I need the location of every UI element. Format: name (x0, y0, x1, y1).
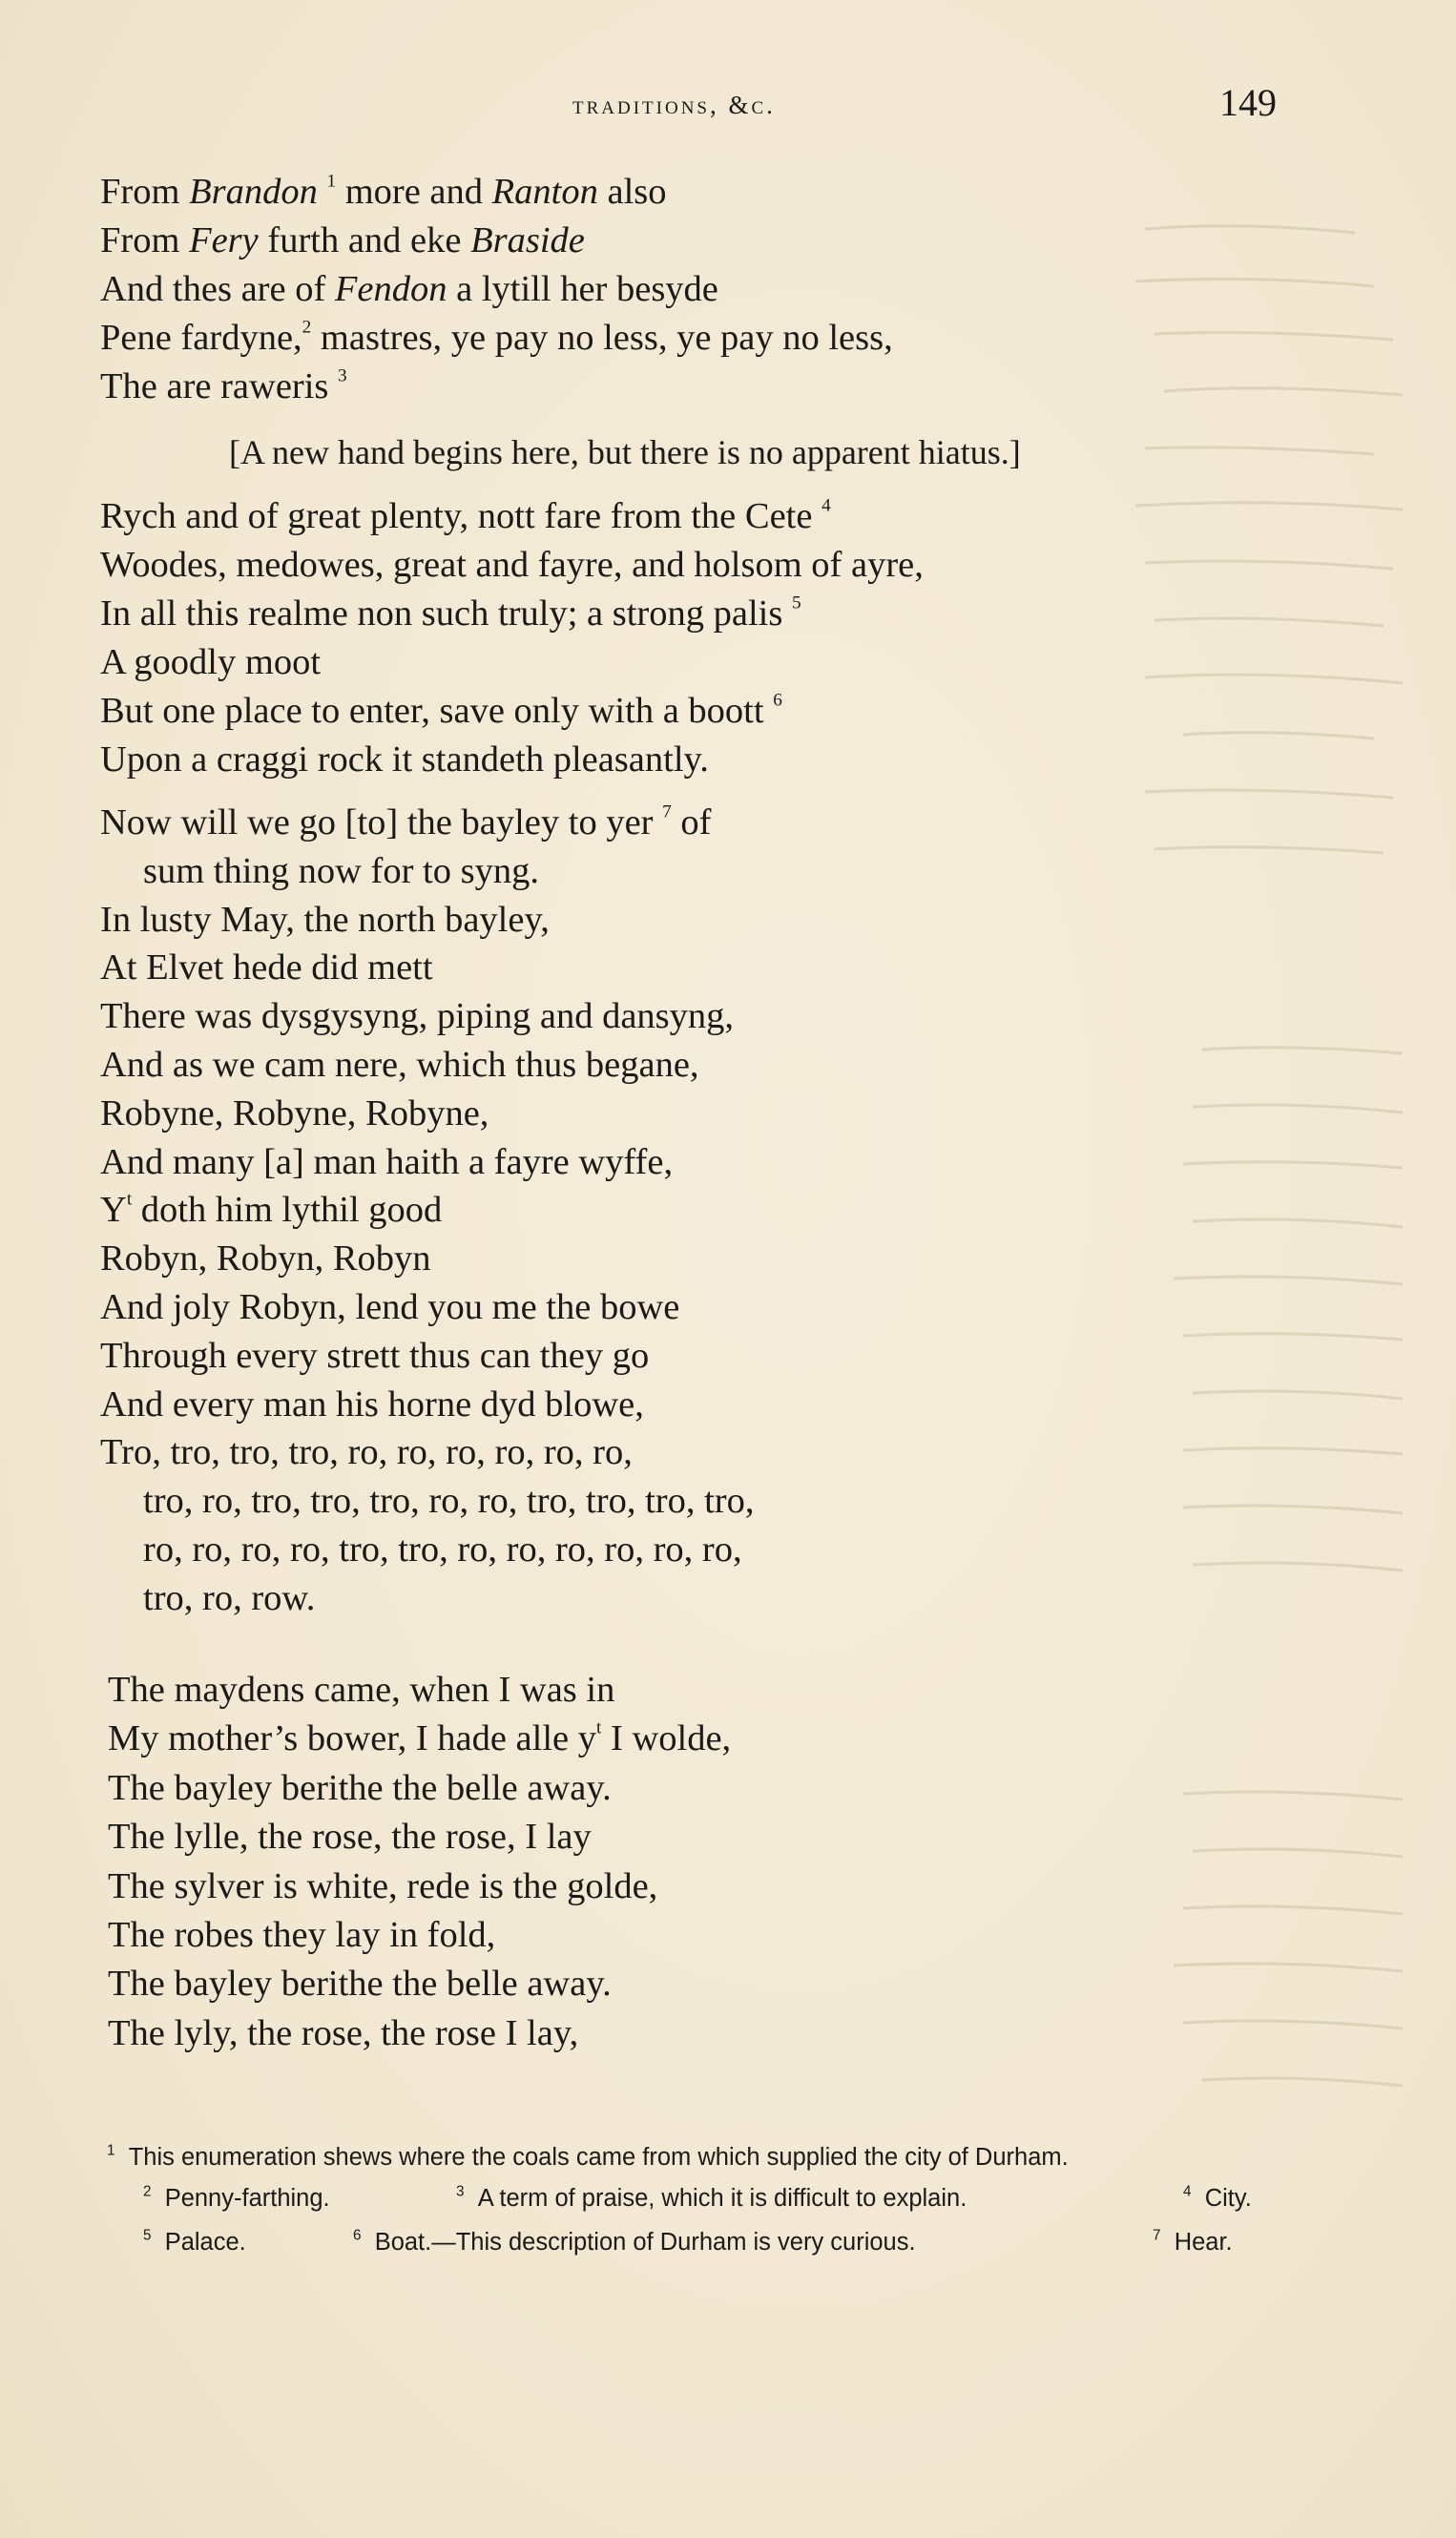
verse-text-run: sum thing now for to syng. (143, 850, 539, 891)
verse-text-run: And thes are of (100, 269, 335, 309)
footnote-ref: 4 (822, 495, 831, 516)
verse-line (108, 1720, 731, 1758)
verse-text-run: The maydens came, when I was in (108, 1670, 615, 1710)
verse-line (100, 171, 667, 212)
verse-text-run: Through every strett thus can they go (100, 1335, 650, 1376)
verse-text-run: more and (336, 172, 492, 212)
verse-line (143, 850, 539, 891)
verse-text-run: The lyly, the rose, the rose I lay, (108, 2012, 579, 2053)
footnote-ref: 2 (302, 317, 312, 338)
verse-line (100, 1047, 699, 1084)
verse-text-run: From (100, 172, 190, 212)
verse-line (108, 1819, 592, 1856)
verse-text-run: Y (100, 1190, 127, 1231)
footnote-text: Hear. (1174, 2229, 1233, 2256)
verse-text-run: In all this realme non such truly; a strong palis (100, 593, 792, 634)
footnote-ref: 6 (773, 690, 782, 711)
footnote-marker: 3 (456, 2183, 465, 2200)
verse-line (100, 741, 709, 779)
verse-text-run: Woodes, medowes, great and fayre, and holsom of ayre, (100, 545, 924, 585)
footnote-2 (143, 2183, 330, 2212)
verse-text-run: mastres, ye pay no less, ye pay no less, (311, 318, 893, 358)
verse-text-run: doth him lythil good (132, 1190, 443, 1231)
verse-text-run: The bayley berithe the belle away. (108, 1767, 612, 1808)
verse-text-run (318, 172, 327, 212)
verse-line (100, 365, 347, 406)
verse-text-run: And every man his horne dyd blowe, (100, 1383, 644, 1425)
verse-line (100, 644, 321, 681)
editorial-note: [A new hand begins here, but there is no apparent hiatus.] (229, 433, 1021, 471)
footnote-text: This enumeration shews where the coals came from which supplied the city of Durham. (128, 2144, 1069, 2171)
verse-line (108, 2012, 579, 2053)
verse-text-run: The are raweris (100, 366, 339, 406)
footnote-ref: 1 (326, 171, 337, 192)
verse-text-run: of (671, 802, 712, 843)
footnote-7 (1153, 2227, 1233, 2256)
verse-line (108, 1966, 612, 2003)
footnote-ref: 7 (662, 801, 672, 822)
footnote-1 (107, 2142, 1069, 2171)
verse-text-run: Tro, tro, tro, tro, ro, ro, ro, ro, ro, ro, (100, 1432, 633, 1473)
verse-text-run: Robyne, Robyne, Robyne, (100, 1092, 489, 1134)
verse-line (100, 1434, 633, 1471)
verse-line (100, 801, 712, 843)
verse-text-run: Upon a craggi rock it standeth pleasantly. (100, 739, 709, 780)
verse-text-run: And joly Robyn, lend you me the bowe (100, 1287, 680, 1327)
footnote-marker: 4 (1183, 2183, 1192, 2200)
verse-text-run: From (100, 220, 190, 260)
verse-line (100, 1240, 431, 1278)
verse-line (100, 1192, 442, 1229)
verse-text-run: And many [a] man haith a fayre wyffe, (100, 1141, 674, 1182)
running-head: traditions, &c. (572, 91, 776, 119)
verse-text-run: And as we cam nere, which thus begane, (100, 1045, 699, 1085)
footnote-marker: 6 (353, 2227, 362, 2244)
verse-line (100, 998, 734, 1035)
verse-line (108, 1917, 495, 1954)
footnote-marker: 5 (143, 2227, 152, 2244)
verse-text-run: ro, ro, ro, ro, tro, tro, ro, ro, ro, ro, ro, ro, (143, 1529, 742, 1570)
place-name: Fery (189, 220, 259, 260)
footnote-6 (353, 2227, 916, 2256)
place-name: Braside (470, 220, 585, 260)
verse-text-run: tro, ro, row. (143, 1577, 316, 1618)
verse-text-run: There was dysgysyng, piping and dansyng, (100, 996, 735, 1037)
verse-text-run: The bayley berithe the belle away. (108, 1964, 612, 2005)
footnote-4 (1183, 2183, 1252, 2212)
verse-line (143, 1577, 316, 1618)
verse-text-run: The lylle, the rose, the rose, I lay (108, 1817, 592, 1858)
footnote-ref: t (596, 1718, 602, 1739)
verse-line (100, 899, 550, 940)
page-number: 149 (1219, 81, 1277, 124)
verse-line (100, 949, 433, 987)
verse-text-run: At Elvet hede did mett (100, 947, 433, 988)
verse-text-run: In lusty May, the north bayley, (100, 899, 550, 940)
footnote-marker: 1 (107, 2142, 115, 2159)
place-name: Ranton (491, 172, 598, 212)
verse-text-run: Rych and of great plenty, nott fare from the Cete (100, 496, 822, 536)
verse-line (108, 1767, 612, 1808)
verse-line (100, 1141, 674, 1182)
footnote-3 (456, 2183, 967, 2212)
verse-text-run: tro, ro, tro, tro, tro, ro, ro, tro, tro, tro, tro, (143, 1481, 755, 1522)
footnote-text: City. (1204, 2185, 1252, 2212)
footnote-5 (143, 2227, 246, 2256)
verse-line (100, 271, 718, 308)
verse-line (100, 317, 893, 358)
verse-line (143, 1531, 742, 1569)
verse-text-run: also (597, 172, 667, 212)
footnote-text: Palace. (164, 2229, 246, 2256)
verse-text-run: I wolde, (601, 1718, 732, 1759)
verse-line (100, 1383, 644, 1425)
verse-text-run: Now will we go [to] the bayley to yer (100, 802, 663, 843)
verse-line (108, 1672, 614, 1709)
verse-text-run: My mother’s bower, I hade alle y (108, 1718, 597, 1759)
footnote-text: Penny-farthing. (164, 2185, 330, 2212)
verse-line (100, 1335, 650, 1376)
place-name: Fendon (334, 269, 447, 309)
footnote-ref: 5 (791, 593, 801, 614)
verse-text-run: A goodly moot (100, 642, 322, 682)
verse-line (100, 1289, 679, 1326)
verse-line (143, 1483, 754, 1520)
footnote-marker: 2 (143, 2183, 152, 2200)
verse-line (100, 1092, 489, 1134)
verse-text-run: But one place to enter, save only with a boott (100, 691, 774, 731)
verse-text-run: Pene fardyne, (100, 318, 302, 358)
verse-text-run: The robes they lay in fold, (108, 1915, 496, 1955)
place-name: Brandon (189, 172, 318, 212)
verse-line (108, 1865, 658, 1906)
verse-text-run: a lytill her besyde (447, 269, 718, 309)
verse-line (100, 595, 801, 633)
footnote-ref: 3 (338, 365, 347, 386)
footnote-ref: t (126, 1190, 133, 1211)
verse-text-run: Robyn, Robyn, Robyn (100, 1238, 431, 1279)
footnote-text: Boat.—This description of Durham is very curious. (374, 2229, 916, 2256)
verse-line (100, 547, 924, 584)
verse-text-run: The sylver is white, rede is the golde, (108, 1865, 658, 1906)
verse-line (100, 222, 585, 260)
footnote-text: A term of praise, which it is difficult to explain. (477, 2185, 967, 2212)
verse-text-run: furth and eke (258, 220, 471, 260)
footnote-marker: 7 (1153, 2227, 1161, 2244)
verse-line (100, 690, 782, 731)
verse-line (100, 495, 831, 536)
